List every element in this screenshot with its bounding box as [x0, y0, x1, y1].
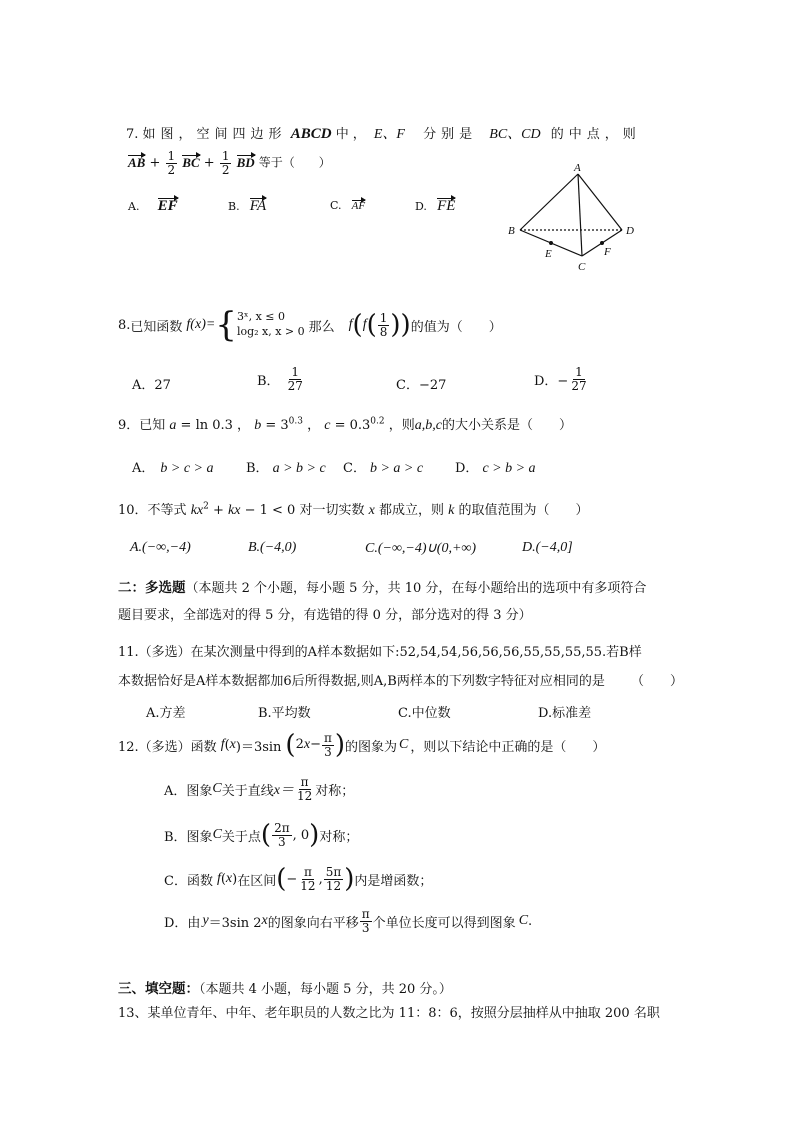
q7-stem: 7. 如图，空间四边形 ABCD 中， E、F 分别是 BC、CD 的中点，则 — [126, 126, 641, 142]
q8-option-a: A．27 — [132, 378, 171, 393]
piecewise-cases: 3ˣ, x ≤ 0 log₂ x, x > 0 — [236, 310, 305, 338]
vector-ab: AB — [128, 154, 146, 170]
edge-ab — [520, 174, 578, 230]
q13-line1: 13、某单位青年、中年、老年职员的人数之比为 11：8：6，按照分层抽样从中抽取 200 名职 — [118, 1006, 660, 1021]
q11-line1: 11.（多选）在某次测量中得到的A样本数据如下:52,54,54,56,56,56,55,55,55,55.若B样 — [118, 645, 642, 660]
q11-option-d: D.标准差 — [538, 706, 592, 721]
vector-bc: BC — [182, 154, 200, 170]
edge-ad — [578, 174, 622, 230]
q10-option-b: B.(−4,0) — [248, 540, 297, 555]
vector-bd: BD — [236, 154, 255, 170]
label-d: D — [626, 225, 634, 237]
label-b: B — [508, 225, 515, 237]
q7-option-d: D. FE — [415, 198, 456, 214]
section2-header: 二：多选题（本题共 2 个小题，每小题 5 分，共 10 分，在每小题给出的选项中有多项符合 — [118, 580, 647, 596]
point-f — [600, 241, 604, 245]
label-a: A — [574, 162, 581, 174]
q10-option-c: C.(−∞,−4)∪(0,+∞) — [365, 541, 477, 556]
q12-option-d: D．由 y ＝3sin 2 x 的图象向右平移 $\frac{\pi}{3}$ 个单位长度可以得到图象 C . — [164, 907, 533, 935]
q9-option-a: A． b > c > a — [132, 461, 214, 476]
q12-stem: 12.（多选）函数 f ( x )＝3sin ( 2x− $\frac{\pi}{3}$ ) 的图象为 C ，则以下结论中正确的是（ ） — [118, 730, 606, 760]
q7-option-a: A. EF — [128, 198, 178, 214]
q9-option-b: B． a > b > c — [246, 461, 326, 476]
brace-icon: { — [215, 305, 237, 345]
label-e: E — [545, 248, 552, 260]
point-e — [549, 241, 553, 245]
q12-option-b: B．图象 C 关于点 ( $\frac{2\pi}{3}$ , 0 ) 对称； — [164, 820, 359, 850]
q7-option-c: C. AF — [330, 199, 366, 212]
q7-option-b: B. FA — [228, 198, 267, 214]
q7-expression: AB + $\frac{1}{2}$ BC + $\frac{1}{2}$ BD 等于（ ） — [128, 149, 331, 177]
q8-option-c: C．−27 — [396, 378, 447, 393]
q12-option-a: A．图象 C 关于直线 x＝ $\frac{\pi}{12}$ 对称； — [164, 775, 355, 803]
q11-option-b: B.平均数 — [258, 706, 311, 721]
q8-option-b: B． $\frac{1}{27}$ — [257, 365, 303, 393]
q8-composition: f ( f ( $\frac{1}{8}$ ) ) — [348, 310, 411, 340]
q10-stem: 10．不等式 $kx^2$ + kx − 1 < 0 对一切实数 x 都成立，则 k 的取值范围为（ ） — [118, 501, 589, 518]
edge-ac — [578, 174, 582, 256]
section3-header: 三、填空题：（本题共 4 小题，每小题 5 分，共 20 分。） — [118, 981, 452, 997]
section2-desc: 题目要求，全部选对的得 5 分，有选错的得 0 分，部分选对的得 3 分） — [118, 608, 532, 623]
q9-option-d: D． c > b > a — [455, 461, 536, 476]
q10-option-d: D.(−4,0] — [522, 540, 573, 555]
q11-option-c: C.中位数 — [398, 706, 451, 721]
q8-option-d: D．− $\frac{1}{27}$ — [534, 365, 587, 393]
q11-line2: 本数据恰好是A样本数据都加6后所得数据,则A,B两样本的下列数字特征对应相同的是 （ ） — [118, 674, 684, 689]
q11-option-a: A.方差 — [146, 706, 186, 721]
q10-option-a: A.(−∞,−4) — [130, 540, 191, 555]
q9-stem: 9．已知 a = ln 0.3 ， $b = 3^{0.3}$ ， $c = 0.3^{0.2}$ ，则a,b,c的大小关系是（ ） — [118, 416, 572, 433]
tetrahedron-figure — [500, 160, 650, 275]
label-f: F — [604, 246, 611, 258]
label-c: C — [578, 261, 586, 273]
q12-option-c: C．函数 f ( x ) 在区间 ( − $\frac{\pi}{12}$ , $\frac{5\pi}{12}$ ) 内是增函数； — [164, 864, 433, 894]
fraction-half: $\frac{1}{2}$ — [167, 149, 176, 177]
fraction-half: $\frac{1}{2}$ — [221, 149, 230, 177]
q9-option-c: C． b > a > c — [343, 461, 424, 476]
q8-stem: 8. 已知函数 f(x)= { 3ˣ, x ≤ 0 log₂ x, x > 0 那么 f ( f ( $\frac{1}{8}$ ) ) 的值为（ ） — [118, 305, 502, 345]
